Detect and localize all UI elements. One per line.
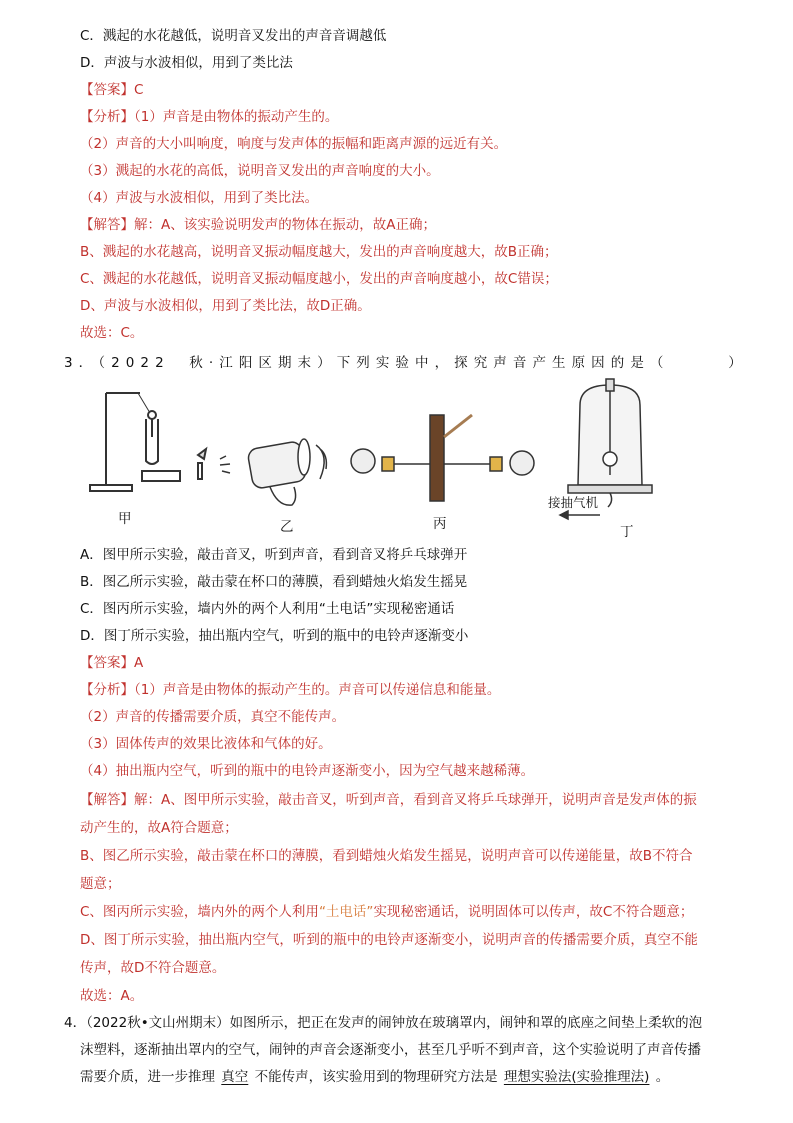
figure-jia-drawing xyxy=(90,393,206,491)
q3-answer xyxy=(80,653,143,673)
q4-text-1: （2022秋•文山州期末）如图所示，把正在发声的闹钟放在玻璃罩内，闹钟和罩的底座之间垫上柔软的泡 xyxy=(86,1015,703,1031)
q3-option-c: C．图丙所示实验，墙内外的两个人利用“土电话”实现秘密通话 xyxy=(80,601,455,617)
q2-solution-1 xyxy=(80,215,436,235)
solution-tag: 【解答】 xyxy=(80,792,134,808)
q3-option-b: B．图乙所示实验，敲击蒙在杯口的薄膜，看到蜡烛火焰发生摇晃 xyxy=(80,574,468,590)
q2-analysis-4: （4）声波与水波相似，用到了类比法。 xyxy=(80,190,319,206)
q3-solution-7: 传声，故D不符合题意。 xyxy=(80,960,226,976)
q2-option-d: D．声波与水波相似，用到了类比法 xyxy=(80,55,293,71)
q3-solution-1 xyxy=(80,790,697,810)
q2-answer xyxy=(80,80,143,100)
q3-stem-text: ．（2022 秋·江阳区期末）下列实验中，探究声音产生原因的是（ ） xyxy=(78,355,748,371)
pump-label: 接抽气机 xyxy=(548,495,599,510)
q3-analysis-4: （4）抽出瓶内空气，听到的瓶中的电铃声逐渐变小，因为空气越来越稀薄。 xyxy=(80,763,535,779)
solution-text: 解：A、图甲所示实验，敲击音叉，听到声音，看到音叉将乒乓球弹开，说明声音是发声体的振 xyxy=(134,792,697,808)
figure-label-yi: 乙 xyxy=(280,519,294,535)
q4-blank-1: 真空 xyxy=(221,1069,249,1085)
q3-solution-3: B、图乙所示实验，敲击蒙在杯口的薄膜，看到蜡烛火焰发生摇晃，说明声音可以传递能量，故B不符合 xyxy=(80,848,693,864)
answer-value: C xyxy=(134,82,144,98)
q4-line-3 xyxy=(80,1067,669,1087)
q2-analysis-1 xyxy=(80,107,338,127)
q2-solution-4: D、声波与水波相似，用到了类比法，故D正确。 xyxy=(80,298,371,314)
solution-text: 解：A、该实验说明发声的物体在振动，故A正确； xyxy=(134,217,436,233)
analysis-tag: 【分析】 xyxy=(80,109,134,125)
figure-bing-drawing xyxy=(351,415,534,501)
q3-solution-4: 题意； xyxy=(80,876,121,892)
q3-analysis-1 xyxy=(80,680,500,700)
q2-option-c: C．溅起的水花越低，说明音叉发出的声音音调越低 xyxy=(80,28,387,44)
answer-tag: 【答案】 xyxy=(80,655,134,671)
q4-text-3c: 。 xyxy=(655,1069,670,1085)
q2-analysis-3: （3）溅起的水花的高低，说明音叉发出的声音响度的大小。 xyxy=(80,163,440,179)
figure-yi-drawing xyxy=(220,439,326,505)
q3-solution-2: 动产生的，故A符合题意； xyxy=(80,820,238,836)
q3-analysis-2: （2）声音的传播需要介质，真空不能传声。 xyxy=(80,709,346,725)
q3-number: 3 xyxy=(64,355,79,371)
analysis-tag: 【分析】 xyxy=(80,682,134,698)
figure-label-ding: 丁 xyxy=(620,524,634,540)
answer-tag: 【答案】 xyxy=(80,82,134,98)
q4-number: 4． xyxy=(64,1015,87,1031)
q4-blank-2: 理想实验法(实验推理法) xyxy=(503,1069,650,1085)
q2-solution-5: 故选：C。 xyxy=(80,325,144,341)
q3-analysis-3: （3）固体传声的效果比液体和气体的好。 xyxy=(80,736,332,752)
experiment-illustrations xyxy=(80,375,730,535)
tu-dianhua-quote: “土电话” xyxy=(318,904,374,920)
solution-tag: 【解答】 xyxy=(80,217,134,233)
q4-line-1 xyxy=(64,1013,702,1033)
q3-stem xyxy=(64,353,748,373)
q3-option-d: D．图丁所示实验，抽出瓶内空气，听到的瓶中的电铃声逐渐变小 xyxy=(80,628,469,644)
q3-figures xyxy=(80,375,730,540)
q3-solution-6: D、图丁所示实验，抽出瓶内空气，听到的瓶中的电铃声逐渐变小，说明声音的传播需要介质，真空不能 xyxy=(80,932,698,948)
solution-5a: C、图丙所示实验，墙内外的两个人利用 xyxy=(80,904,319,920)
q4-line-2: 沫塑料，逐渐抽出罩内的空气，闹钟的声音会逐渐变小，甚至几乎听不到声音，这个实验说明了声音传播 xyxy=(80,1042,701,1058)
analysis-text: （1）声音是由物体的振动产生的。 xyxy=(134,109,339,125)
figure-label-jia: 甲 xyxy=(118,511,132,527)
q4-text-3a: 需要介质，进一步推理 xyxy=(80,1069,215,1085)
q4-text-3b: 不能传声，该实验用到的物理研究方法是 xyxy=(254,1069,498,1085)
figure-label-bing: 丙 xyxy=(433,516,447,532)
q3-solution-8: 故选：A。 xyxy=(80,988,144,1004)
q3-option-a: A．图甲所示实验，敲击音叉，听到声音，看到音叉将乒乓球弹开 xyxy=(80,547,468,563)
answer-value: A xyxy=(134,655,144,671)
analysis-text: （1）声音是由物体的振动产生的。声音可以传递信息和能量。 xyxy=(134,682,501,698)
solution-5b: 实现秘密通话，说明固体可以传声，故C不符合题意； xyxy=(373,904,694,920)
q2-solution-3: C、溅起的水花越低，说明音叉振动幅度越小，发出的声音响度越小，故C错误； xyxy=(80,271,558,287)
q2-solution-2: B、溅起的水花越高，说明音叉振动幅度越大，发出的声音响度越大，故B正确； xyxy=(80,244,558,260)
q3-solution-5 xyxy=(80,902,693,922)
q2-analysis-2: （2）声音的大小叫响度，响度与发声体的振幅和距离声源的远近有关。 xyxy=(80,136,508,152)
